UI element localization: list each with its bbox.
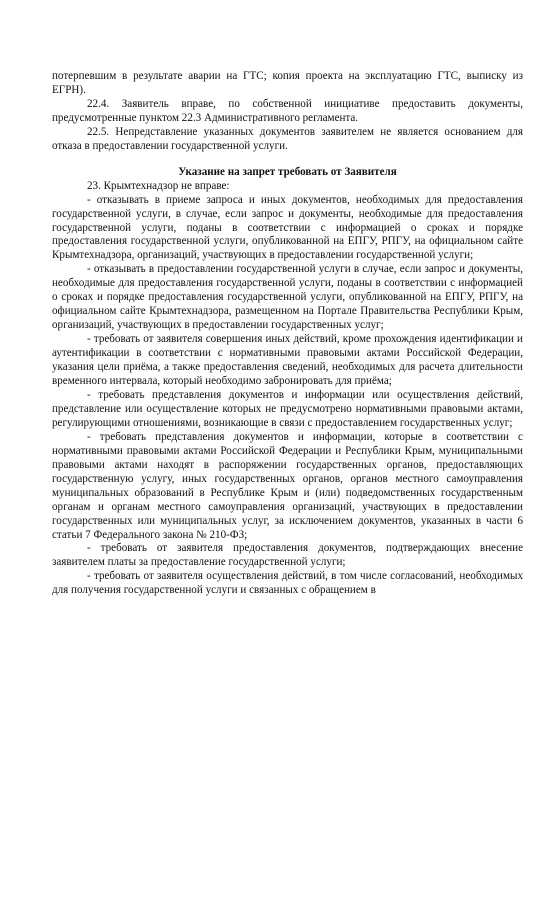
list-item: - отказывать в приеме запроса и иных документов, необходимых для предоставления государственной услуги, в случае, если запрос и документы, необходимые для предоставления государственной услуги, поданы в соответствии с информацией о сроках и порядке предоставления государственной услуги, опубликованной на ЕПГУ, РПГУ, на официальном сайте Крымтехнадзора, организаций, участвующих в предоставлении государственной услуги;	[52, 193, 523, 262]
list-item: - требовать представления документов и информации или осуществления действий, представление или осуществление которых не предусмотрено нормативными правовыми актами, регулирующими отношениями, возникающие в связи с предоставлением государственных услуг;	[52, 388, 523, 429]
list-item: - требовать от заявителя предоставления документов, подтверждающих внесение заявителем платы за предоставление государственной услуги;	[52, 542, 523, 569]
list-item: - отказывать в предоставлении государственной услуги в случае, если запрос и документы, необходимые для предоставления государственной услуги, поданы в соответствии с информацией о сроках и порядке предоставления государственной услуги, опубликованной на ЕПГУ, РПГУ, на официальном сайте Крымтехнадзора, размещенном на Портале Правительства Республики Крым, организаций, участвующих в предоставлении государственных услуг;	[52, 263, 523, 332]
document-page	[52, 70, 523, 598]
section-heading: Указание на запрет требовать от Заявителя	[178, 165, 397, 178]
list-item: - требовать от заявителя осуществления действий, в том числе согласований, необходимых для получения государственной услуги и связанных с обращением в	[52, 570, 523, 597]
paragraph-continued: потерпевшим в результате аварии на ГТС; копия проекта на эксплуатацию ГТС, выписку из ЕГРН).	[52, 70, 523, 96]
paragraph-22-5: 22.5. Непредставление указанных документов заявителем не является основанием для отказа в предоставлении государственной услуги.	[52, 125, 523, 152]
paragraph-22-4: 22.4. Заявитель вправе, по собственной инициативе предоставить документы, предусмотренные пунктом 22.3 Административного регламента.	[52, 97, 523, 124]
list-item: - требовать представления документов и информации, которые в соответствии с нормативными правовыми актами Российской Федерации и Республики Крым, муниципальными правовыми актами находят в распоряжении государственных органов, предоставляющих государственную услугу, иных государственных органов, органов местного самоуправления муниципальных образований в Республике Крым и (или) подведомственных государственным органам и органам местного самоуправления организаций, участвующих в предоставлении государственных или муниципальных услуг, за исключением документов, указанных в части 6 статьи 7 Федерального закона № 210-ФЗ;	[52, 430, 523, 541]
list-item: - требовать от заявителя совершения иных действий, кроме прохождения идентификации и аутентификации в соответствии с нормативными правовыми актами Российской Федерации, указания цели приёма, а также предоставления сведений, необходимых для расчета длительности временного интервала, который необходимо забронировать для приёма;	[52, 333, 523, 388]
paragraph-23: 23. Крымтехнадзор не вправе:	[87, 179, 230, 192]
